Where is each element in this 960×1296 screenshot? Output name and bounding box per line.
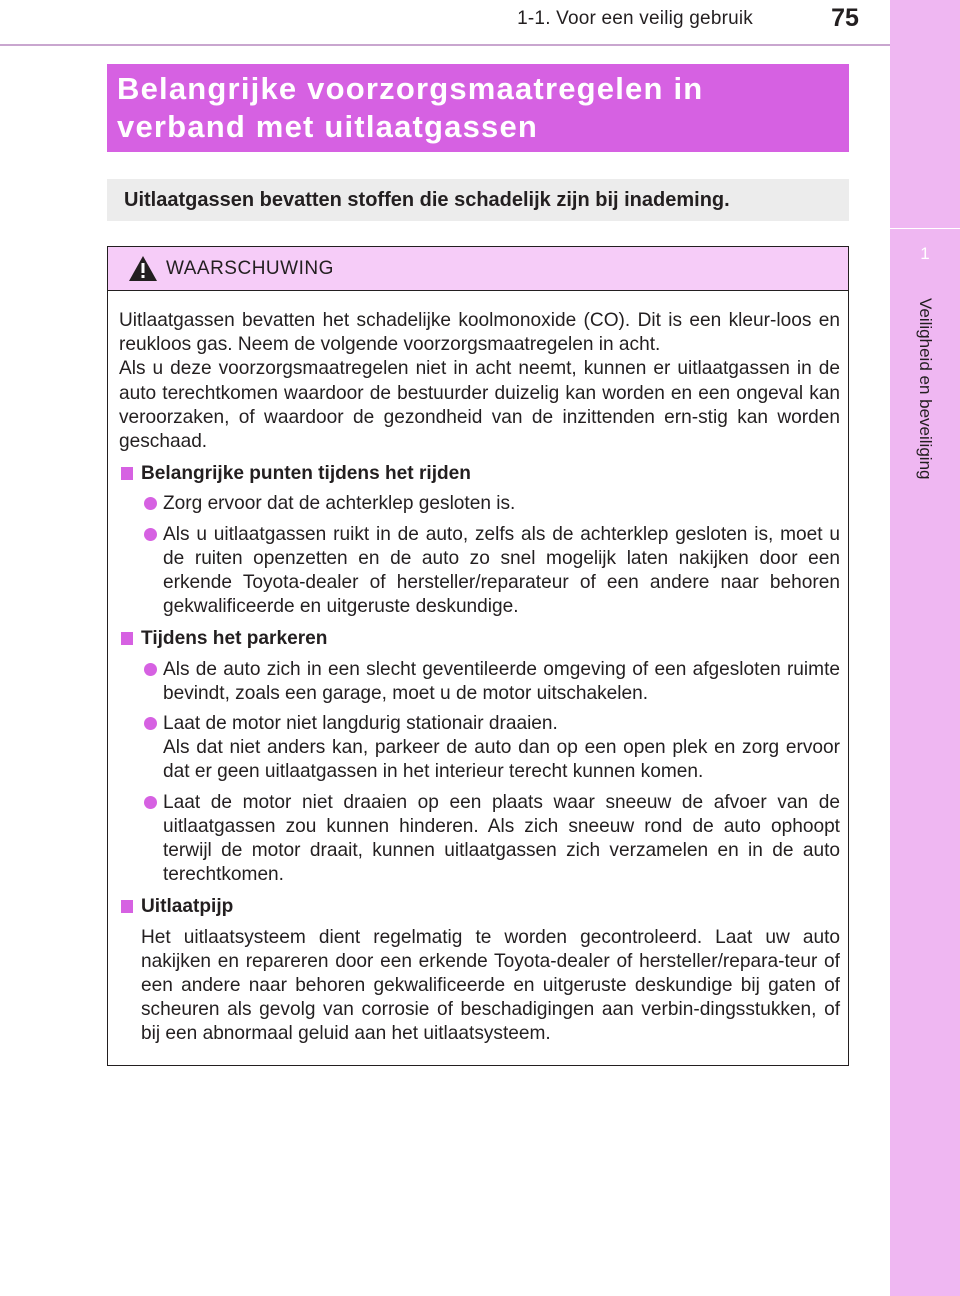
list-item: Als u uitlaatgassen ruikt in de auto, zelfs als de achterklep gesloten is, moet u de ruiten openzetten en de auto zo snel mogelijk laten nakijken door een erkende Toyota-dealer of hersteller/reparateur of een andere naar behoren gekwalificeerde en uitgeruste deskundige. [119,523,840,620]
round-bullet-icon [144,497,157,510]
square-bullet-icon [121,632,133,645]
summary-bar: Uitlaatgassen bevatten stoffen die schadelijk zijn bij inademing. [107,179,849,221]
round-bullet-icon [144,528,157,541]
page-number: 75 [831,4,859,32]
list-item: Laat de motor niet draaien op een plaats waar sneeuw de afvoer van de uitlaatgassen zou kunnen hinderen. Als zich sneeuw rond de auto ophoopt terwijl de motor draait, kunnen uitlaatgassen zich verzamelen en in de auto terechtkomen. [119,791,840,888]
page-title-bar [107,64,849,152]
chapter-number: 1 [920,244,930,263]
warning-box [107,246,849,1066]
warning-body [108,291,848,1047]
page-title-line-1: Belangrijke voorzorgsmaatregelen in [117,71,704,106]
round-bullet-icon [144,663,157,676]
round-bullet-icon [144,796,157,809]
section-heading-parking: Tijdens het parkeren [119,627,840,651]
warning-triangle-icon [128,255,158,282]
round-bullet-icon [144,717,157,730]
list-item: Laat de motor niet langdurig stationair draaien. Als dat niet anders kan, parkeer de auto dan op een open plek en zorg ervoor dat er geen uitlaatgassen in het interieur terecht kunnen komen. [119,712,840,785]
warning-intro-1: Uitlaatgassen bevatten het schadelijke koolmonoxide (CO). Dit is een kleur-loos en reukloos gas. Neem de volgende voorzorgsmaatregelen in acht. [119,310,840,356]
square-bullet-icon [121,467,133,480]
chapter-label: Veiligheid en beveiliging [916,298,935,480]
square-bullet-icon [121,900,133,913]
exhaust-pipe-text: Het uitlaatsysteem dient regelmatig te worden gecontroleerd. Laat uw auto nakijken en repareren door een erkende Toyota-dealer of hersteller/repara-teur of een andere naar behoren gekwalificeerde en uitgeruste deskundige bij gaten of scheuren als gevolg van corrosie of beschadigingen aan verbin-dingsstukken, of bij een abnormaal geluid aan het uitlaatsysteem. [141,926,840,1045]
list-item: Zorg ervoor dat de achterklep gesloten is. [119,492,840,516]
warning-header [108,247,848,291]
chapter-side-tab [890,0,960,1296]
header-divider [0,44,890,46]
warning-title: WAARSCHUWING [166,258,334,279]
side-tab-divider [890,228,960,229]
section-heading-driving: Belangrijke punten tijdens het rijden [119,462,840,486]
list-item: Als de auto zich in een slecht geventileerde omgeving of een afgesloten ruimte bevindt, zoals een garage, moet u de motor uitschakelen. [119,658,840,706]
section-header: 1-1. Voor een veilig gebruik [517,8,753,29]
section-heading-exhaust-pipe: Uitlaatpijp [119,895,840,919]
page-title-line-2: verband met uitlaatgassen [117,109,539,144]
warning-intro-2: Als u deze voorzorgsmaatregelen niet in acht neemt, kunnen er uitlaatgassen in de auto terechtkomen waardoor de bestuurder duizelig kan worden en een ongeval kan veroorzaken, of waardoor de gezondheid van de inzittenden ern-stig kan worden geschaad. [119,358,840,453]
